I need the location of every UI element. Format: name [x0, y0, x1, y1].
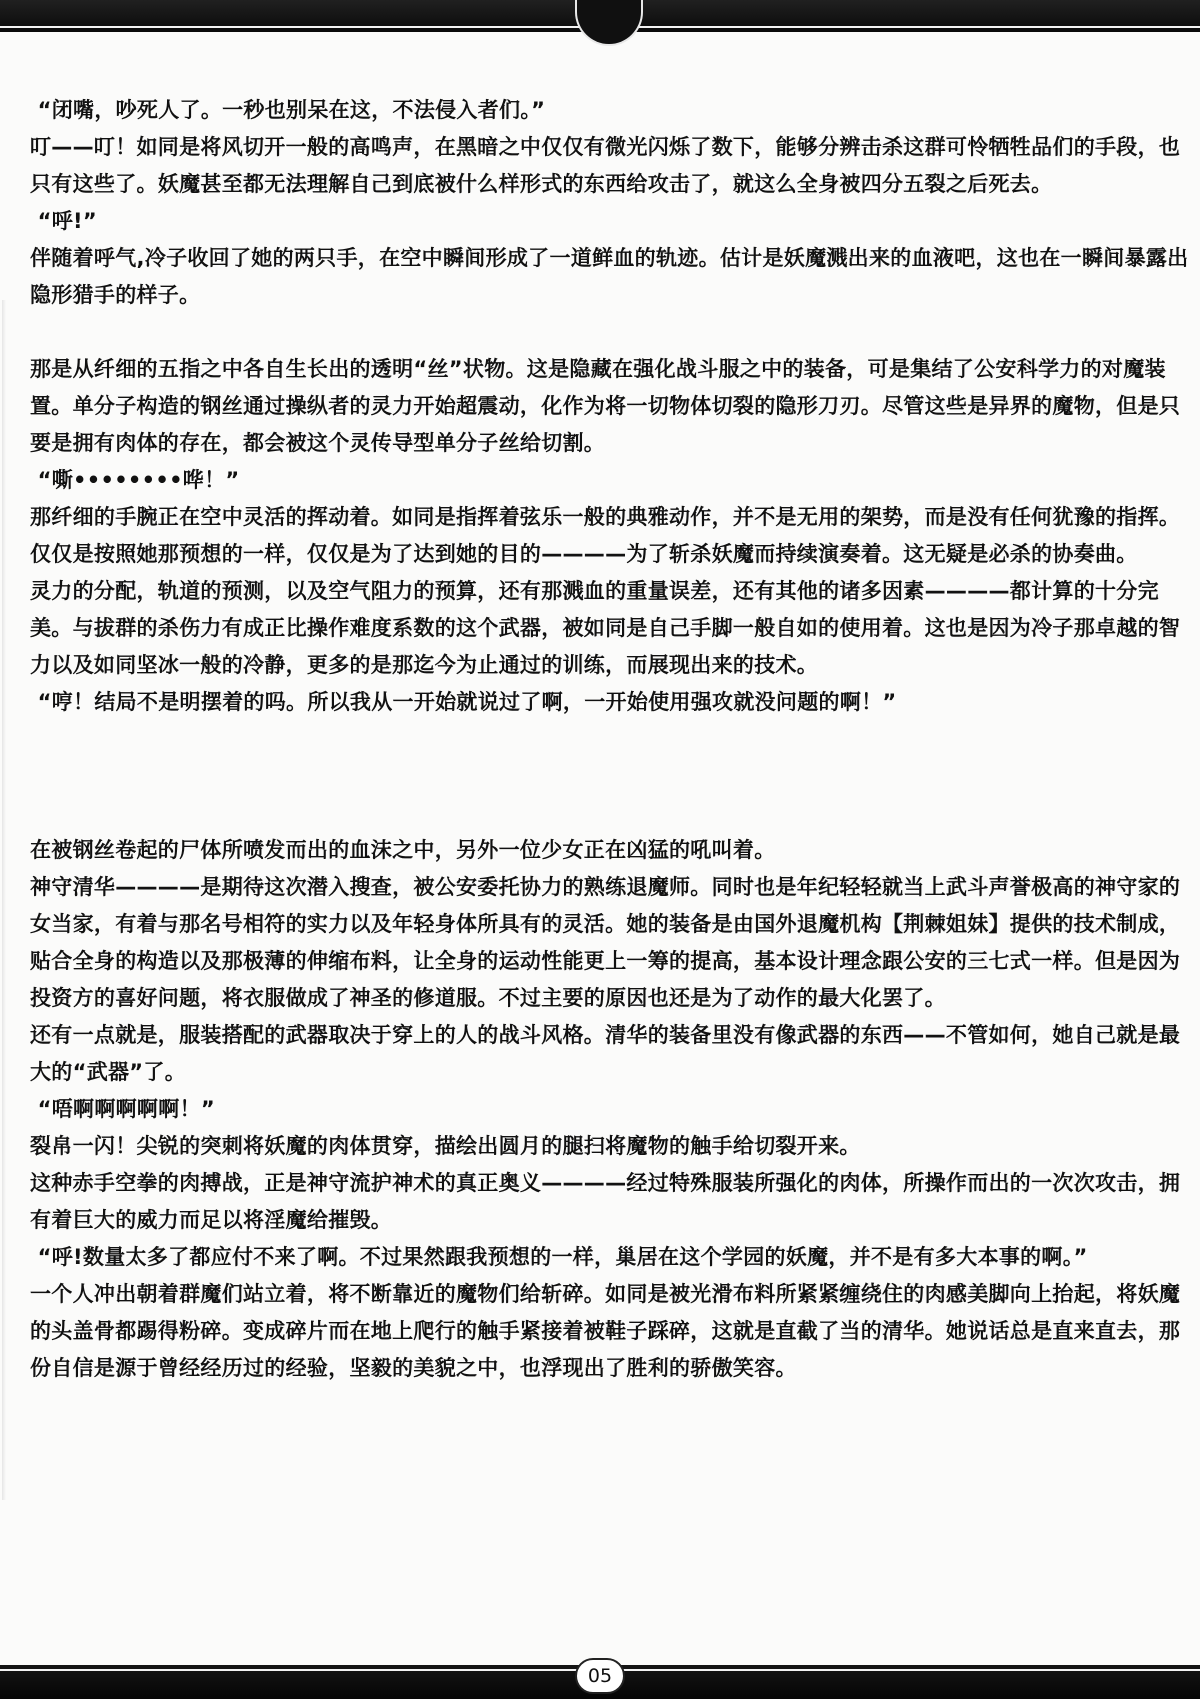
paragraph: “哼！结局不是明摆着的吗。所以我从一开始就说过了啊，一开始使用强攻就没问题的啊！”: [30, 690, 897, 714]
paragraph: 一个人冲出朝着群魔们站立着，将不断靠近的魔物们给斩碎。如同是被光滑布料所紧紧缠绕住的肉感美脚向上抬起，将妖魔的头盖骨都踢得粉碎。变成碎片而在地上爬行的触手紧接着被鞋子踩碎，这就是直截了当的清华。她说话总是直来直去，那份自信是源于曾经经历过的经验，坚毅的美貌之中，也浮现出了胜利的骄傲笑容。: [30, 1282, 1181, 1380]
paragraph: 神守清华————是期待这次潜入搜查，被公安委托协力的熟练退魔师。同时也是年纪轻轻就当上武斗声誉极高的神守家的女当家，有着与那名号相符的实力以及年轻身体所具有的灵活。她的装备是由国外退魔机构【荆棘姐妹】提供的技术制成，贴合全身的构造以及那极薄的伸缩布料，让全身的运动性能更上一筹的提高，基本设计理念跟公安的三七式一样。但是因为投资方的喜好问题，将衣服做成了神圣的修道服。不过主要的原因也还是为了动作的最大化罢了。: [30, 875, 1181, 1010]
paragraph: “呼!数量太多了都应付不来了啊。不过果然跟我预想的一样，巢居在这个学园的妖魔，并不是有多大本事的啊。”: [30, 1245, 1088, 1269]
story-text: [30, 92, 1190, 1387]
paragraph: 灵力的分配，轨道的预测，以及空气阻力的预算，还有那溅血的重量误差，还有其他的诸多因素————都计算的十分完美。与拔群的杀伤力有成正比操作难度系数的这个武器，被如同是自己手脚一般自如的使用着。这也是因为冷子那卓越的智力以及如同坚冰一般的冷静，更多的是那迄今为止通过的训练，而展现出来的技术。: [30, 579, 1181, 677]
paragraph-gap: [30, 314, 1190, 351]
paragraph: 裂帛一闪！尖锐的突刺将妖魔的肉体贯穿，描绘出圆月的腿扫将魔物的触手给切裂开来。: [30, 1134, 861, 1158]
paragraph: “唔啊啊啊啊啊！”: [30, 1097, 215, 1121]
paragraph: 伴随着呼气,冷子收回了她的两只手，在空中瞬间形成了一道鲜血的轨迹。估计是妖魔溅出来的血液吧，这也在一瞬间暴露出隐形猎手的样子。: [30, 246, 1189, 307]
paragraph: “闭嘴，吵死人了。一秒也别呆在这，不法侵入者们。”: [30, 98, 546, 122]
paragraph: 这种赤手空拳的肉搏战，正是神守流护神术的真正奥义————经过特殊服装所强化的肉体，所操作而出的一次次攻击，拥有着巨大的威力而足以将淫魔给摧毁。: [30, 1171, 1181, 1232]
page-left-edge: [2, 300, 6, 1500]
paragraph: 还有一点就是，服装搭配的武器取决于穿上的人的战斗风格。清华的装备里没有像武器的东西——不管如何，她自己就是最大的“武器”了。: [30, 1023, 1181, 1084]
paragraph: 叮——叮！如同是将风切开一般的高鸣声，在黑暗之中仅仅有微光闪烁了数下，能够分辨击杀这群可怜牺牲品们的手段，也只有这些了。妖魔甚至都无法理解自己到底被什么样形式的东西给攻击了，就这么全身被四分五裂之后死去。: [30, 135, 1181, 196]
paragraph: 那是从纤细的五指之中各自生长出的透明“丝”状物。这是隐藏在强化战斗服之中的装备，可是集结了公安科学力的对魔装置。单分子构造的钢丝通过操纵者的灵力开始超震动，化作为将一切物体切裂的隐形刀刃。尽管这些是异界的魔物，但是只要是拥有肉体的存在，都会被这个灵传导型单分子丝给切割。: [30, 357, 1181, 455]
section-gap: [30, 721, 1190, 832]
top-border-bar: [0, 0, 1200, 32]
paragraph: 那纤细的手腕正在空中灵活的挥动着。如同是指挥着弦乐一般的典雅动作，并不是无用的架势，而是没有任何犹豫的指挥。仅仅是按照她那预想的一样，仅仅是为了达到她的目的————为了斩杀妖魔而持续演奏着。这无疑是必杀的协奏曲。: [30, 505, 1181, 566]
paragraph: “嘶••••••••哗！”: [30, 468, 240, 492]
paragraph: 在被钢丝卷起的尸体所喷发而出的血沫之中，另外一位少女正在凶猛的吼叫着。: [30, 838, 776, 862]
paragraph: “呼!”: [30, 209, 98, 233]
top-border-tab: [575, 0, 643, 46]
page-number: 05: [575, 1658, 625, 1694]
